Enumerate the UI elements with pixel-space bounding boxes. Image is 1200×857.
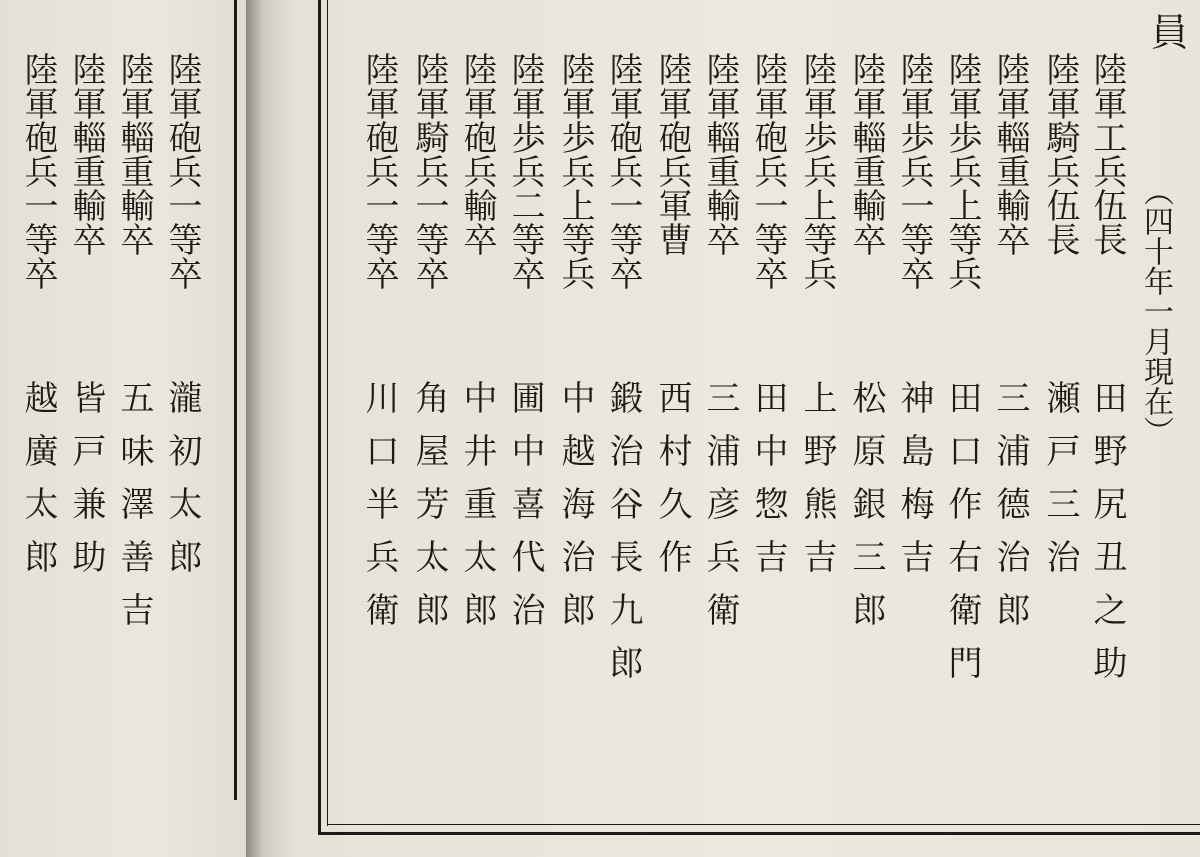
rank-label: 陸軍工兵伍長 [1087, 52, 1127, 256]
person-name: 田野尻丑之助 [1087, 380, 1127, 698]
section-heading: 員 [1144, 12, 1188, 50]
rank-label: 陸軍輜重輸卒 [846, 52, 886, 256]
rank-label: 陸軍輜重輸卒 [700, 52, 740, 256]
person-name: 角屋芳太郎 [409, 380, 449, 645]
rank-label: 陸軍砲兵一等卒 [359, 52, 399, 290]
date-note: （四十年一月現在） [1138, 176, 1173, 446]
person-name: 上野熊吉 [797, 380, 837, 592]
right-page-border-outer [318, 0, 321, 835]
rank-label: 陸軍砲兵一等卒 [748, 52, 788, 290]
rank-label: 陸軍歩兵上等兵 [942, 52, 982, 290]
person-name: 皆戸兼助 [66, 380, 106, 592]
person-name: 田中惣吉 [748, 380, 788, 592]
right-page-border-inner [327, 0, 328, 826]
book-gutter [246, 0, 294, 857]
rank-label: 陸軍砲兵一等卒 [162, 52, 202, 290]
person-name: 越廣太郎 [18, 380, 58, 592]
rank-label: 陸軍砲兵軍曹 [652, 52, 692, 256]
person-name: 神島梅吉 [894, 380, 934, 592]
rank-label: 陸軍歩兵上等兵 [555, 52, 595, 290]
bottom-border-outer [318, 832, 1200, 835]
rank-label: 陸軍歩兵二等卒 [505, 52, 545, 290]
rank-label: 陸軍歩兵一等卒 [894, 52, 934, 290]
bottom-border-inner [327, 824, 1200, 825]
rank-label: 陸軍砲兵一等卒 [603, 52, 643, 290]
person-name: 三浦彦兵衛 [700, 380, 740, 645]
left-page-border [234, 0, 237, 800]
person-name: 五味澤善吉 [114, 380, 154, 645]
person-name: 瀧初太郎 [162, 380, 202, 592]
person-name: 鍛治谷長九郎 [603, 380, 643, 698]
rank-label: 陸軍歩兵上等兵 [797, 52, 837, 290]
person-name: 川口半兵衛 [359, 380, 399, 645]
person-name: 圃中喜代治 [505, 380, 545, 645]
rank-label: 陸軍輜重輸卒 [114, 52, 154, 256]
rank-label: 陸軍砲兵輸卒 [457, 52, 497, 256]
rank-label: 陸軍騎兵一等卒 [409, 52, 449, 290]
person-name: 田口作右衛門 [942, 380, 982, 698]
rank-label: 陸軍輜重輸卒 [990, 52, 1030, 256]
person-name: 中井重太郎 [457, 380, 497, 645]
person-name: 西村久作 [652, 380, 692, 592]
person-name: 松原銀三郎 [846, 380, 886, 645]
rank-label: 陸軍騎兵伍長 [1040, 52, 1080, 256]
person-name: 中越海治郎 [555, 380, 595, 645]
rank-label: 陸軍砲兵一等卒 [18, 52, 58, 290]
rank-label: 陸軍輜重輸卒 [66, 52, 106, 256]
person-name: 瀬戸三治 [1040, 380, 1080, 592]
person-name: 三浦德治郎 [990, 380, 1030, 645]
